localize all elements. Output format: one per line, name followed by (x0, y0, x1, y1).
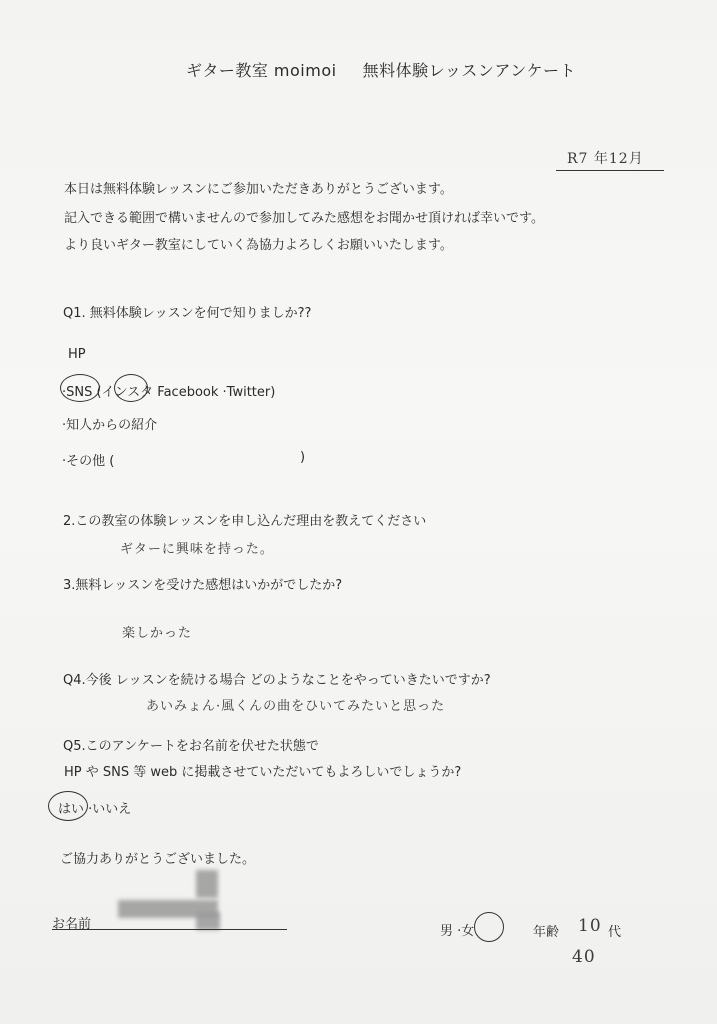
q1-question: Q1. 無料体験レッスンを何で知りましか?? (63, 306, 312, 321)
q3-answer: 楽しかった (122, 626, 193, 641)
q5-question-line-2: HP や SNS 等 web に掲載させていただいてもよろしいでしょうか? (64, 765, 462, 780)
q1-option-hp: HP (68, 347, 86, 362)
redacted-name-block (196, 912, 220, 930)
intro-line-1: 本日は無料体験レッスンにご参加いただきありがとうございます。 (64, 182, 453, 197)
q5-question-line-1: Q5.このアンケートをお名前を伏せた状態で (63, 739, 319, 754)
q1-option-other: ·その他 ( (62, 454, 115, 469)
name-label: お名前 (52, 917, 92, 932)
q2-question: 2.この教室の体験レッスンを申し込んだ理由を教えてください (63, 514, 427, 529)
q1-option-sns: ·SNS (インスタ Facebook ·Twitter) (62, 385, 276, 400)
name-underline (52, 929, 287, 930)
female-circle-mark (474, 912, 504, 942)
date-handwritten: R7 年12月 (567, 151, 644, 167)
q4-question: Q4.今後 レッスンを続ける場合 どのようなことをやっていきたいですか? (63, 673, 491, 688)
date-underline (556, 170, 664, 171)
age-value: 10 (578, 916, 602, 936)
age-extra: 40 (572, 947, 596, 967)
closing-message: ご協力ありがとうございました。 (60, 852, 256, 867)
q4-answer: あいみょん·風くんの曲をひいてみたいと思った (146, 699, 446, 714)
q2-answer: ギターに興味を持った。 (120, 542, 274, 557)
q3-question: 3.無料レッスンを受けた感想はいかがでしたか? (63, 578, 343, 593)
q1-option-other-close: ) (300, 450, 306, 465)
sns-circle-mark (60, 374, 100, 402)
gender-options: 男 ·女 (440, 924, 475, 939)
q5-choices: はい ·いいえ (58, 802, 132, 817)
age-suffix: 代 (608, 925, 622, 940)
age-label: 年齢 (533, 925, 560, 940)
yes-circle-mark (48, 791, 88, 821)
insta-circle-mark (114, 374, 148, 402)
intro-line-2: 記入できる範囲で構いませんので参加してみた感想をお聞かせ頂ければ幸いです。 (64, 211, 544, 226)
intro-line-3: より良いギター教室にしていく為協力よろしくお願いいたします。 (64, 238, 453, 253)
title-right: 無料体験レッスンアンケート (362, 61, 576, 80)
page-title (186, 58, 576, 81)
q1-option-friend: ·知人からの紹介 (62, 418, 158, 433)
redacted-name-block (196, 870, 218, 898)
title-left: ギター教室 moimoi (186, 61, 337, 80)
